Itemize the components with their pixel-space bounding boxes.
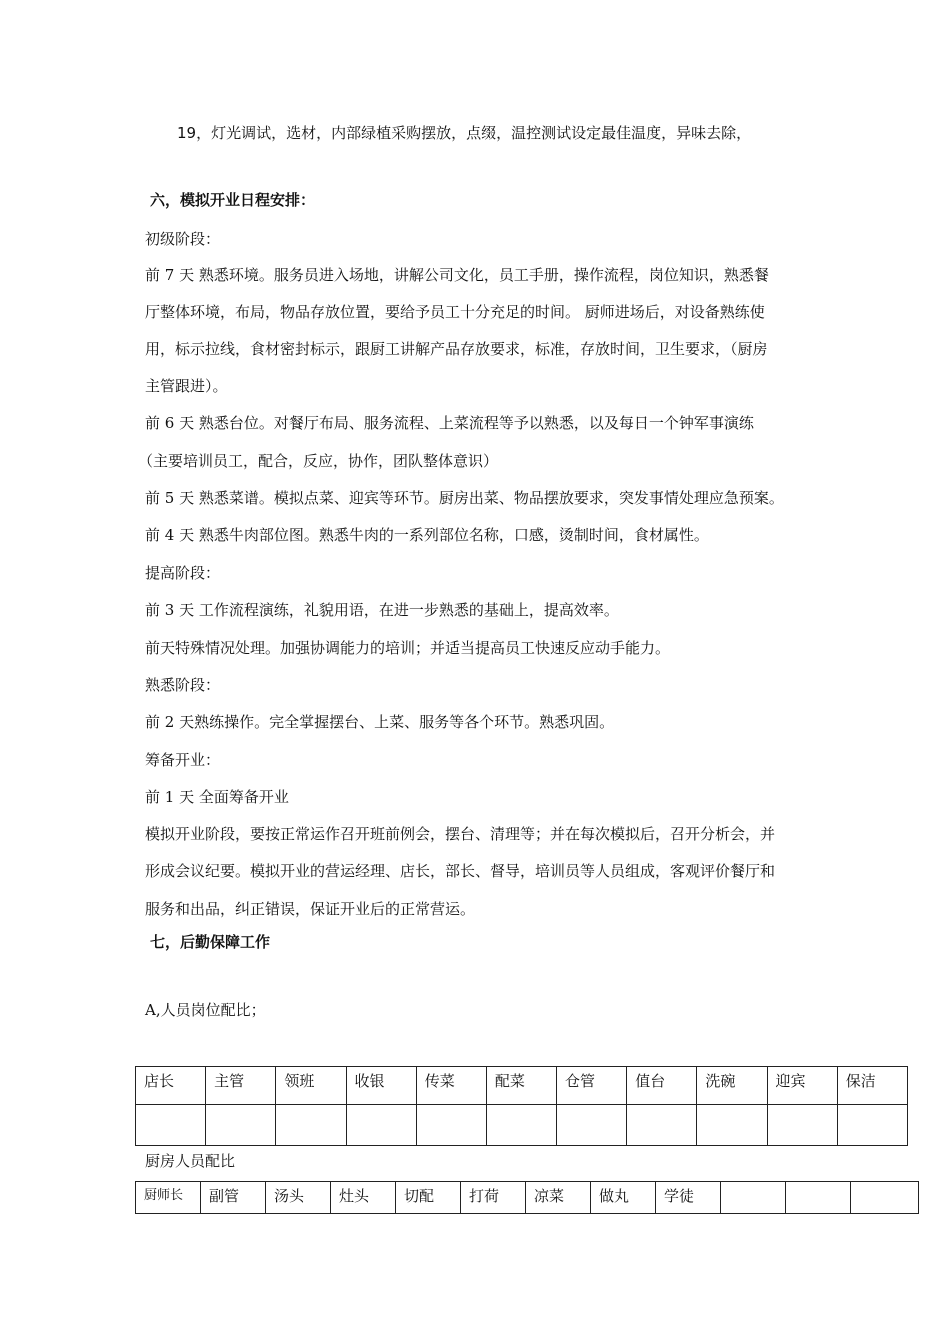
- table-header-cell: 仓管: [557, 1067, 627, 1105]
- summary-line-3: 服务和出品，纠正错误，保证开业后的正常营运。: [145, 900, 476, 918]
- phase-label-prepare: 筹备开业：: [145, 751, 221, 769]
- day4-line: 前 4 天 熟悉牛肉部位图。熟悉牛肉的一系列部位名称，口感，烫制时间，食材属性。: [145, 526, 709, 544]
- table-cell: [837, 1105, 907, 1146]
- table-header-cell: 打荷: [461, 1182, 526, 1214]
- table-header-cell: [721, 1182, 786, 1214]
- table-cell: [627, 1105, 697, 1146]
- table-cell: [416, 1105, 486, 1146]
- table-header-cell: 保洁: [837, 1067, 907, 1105]
- table-header-cell: 学徒: [656, 1182, 721, 1214]
- day1-line: 前 1 天 全面筹备开业: [145, 788, 289, 806]
- table-header-row: [136, 1067, 908, 1105]
- table-header-cell: 凉菜: [526, 1182, 591, 1214]
- staff-ratio-table: [135, 1066, 908, 1146]
- day7-line-1: 前 7 天 熟悉环境。服务员进入场地，讲解公司文化，员工手册，操作流程，岗位知识，熟悉餐: [145, 266, 769, 284]
- table-header-cell: 迎宾: [767, 1067, 837, 1105]
- table-cell: [767, 1105, 837, 1146]
- table-cell: [557, 1105, 627, 1146]
- table-cell: [697, 1105, 767, 1146]
- table-cell: [486, 1105, 556, 1146]
- day5-line: 前 5 天 熟悉菜谱。模拟点菜、迎宾等环节。厨房出菜、物品摆放要求，突发事情处理应急预案。: [145, 489, 784, 507]
- phase-label-improve: 提高阶段：: [145, 564, 221, 582]
- day7-line-2: 厅整体环境，布局，物品存放位置，要给予员工十分充足的时间。 厨师进场后，对设备熟练使: [145, 303, 765, 321]
- table-header-cell: 领班: [276, 1067, 346, 1105]
- table-header-cell: 汤头: [266, 1182, 331, 1214]
- table-header-cell: 配菜: [486, 1067, 556, 1105]
- table-header-cell: 做丸: [591, 1182, 656, 1214]
- table-cell: [346, 1105, 416, 1146]
- day7-line-3: 用，标示拉线，食材密封标示，跟厨工讲解产品存放要求，标准，存放时间，卫生要求，（厨房: [145, 340, 768, 358]
- phase-label-initial: 初级阶段：: [145, 230, 221, 248]
- kitchen-ratio-title: 厨房人员配比: [145, 1152, 236, 1170]
- paragraph-item-19: 19，灯光调试，选材，内部绿植采购摆放，点缀，温控测试设定最佳温度，异味去除，: [177, 124, 752, 142]
- table-header-cell: 店长: [136, 1067, 206, 1105]
- table-header-cell: 收银: [346, 1067, 416, 1105]
- day2-line: 前 2 天熟练操作。完全掌握摆台、上菜、服务等各个环节。熟悉巩固。: [145, 713, 615, 731]
- day3-line: 前 3 天 工作流程演练，礼貌用语，在进一步熟悉的基础上，提高效率。: [145, 601, 619, 619]
- phase-label-familiar: 熟悉阶段：: [145, 676, 221, 694]
- summary-line-2: 形成会议纪要。模拟开业的营运经理、店长，部长、督导，培训员等人员组成，客观评价餐厅和: [145, 862, 776, 880]
- table-header-row: [136, 1182, 919, 1214]
- table-header-cell: [786, 1182, 851, 1214]
- table-cell: [136, 1105, 206, 1146]
- section-title-7: 七，后勤保障工作: [150, 933, 271, 951]
- table-header-cell: 灶头: [331, 1182, 396, 1214]
- table-header-cell: 主管: [206, 1067, 276, 1105]
- table-header-cell: 值台: [627, 1067, 697, 1105]
- day6-line-1: 前 6 天 熟悉台位。对餐厅布局、服务流程、上菜流程等予以熟悉，以及每日一个钟军事演练: [145, 414, 754, 432]
- table-header-cell: 厨师长: [136, 1182, 201, 1214]
- table-header-cell: 副管: [201, 1182, 266, 1214]
- staff-ratio-title: A,人员岗位配比；: [145, 1001, 266, 1019]
- table-header-cell: 洗碗: [697, 1067, 767, 1105]
- table-row: [136, 1105, 908, 1146]
- day6-line-2: （主要培训员工，配合，反应，协作，团队整体意识）: [138, 452, 499, 470]
- table-header-cell: 切配: [396, 1182, 461, 1214]
- special-day-line: 前天特殊情况处理。加强协调能力的培训；并适当提高员工快速反应动手能力。: [145, 639, 671, 657]
- table-cell: [276, 1105, 346, 1146]
- table-header-cell: [851, 1182, 919, 1214]
- day7-line-4: 主管跟进）。: [145, 377, 228, 395]
- section-title-6: 六，模拟开业日程安排：: [150, 191, 316, 209]
- kitchen-ratio-table: [135, 1181, 919, 1214]
- table-header-cell: 传菜: [416, 1067, 486, 1105]
- table-cell: [206, 1105, 276, 1146]
- summary-line-1: 模拟开业阶段，要按正常运作召开班前例会，摆台、清理等；并在每次模拟后，召开分析会，并: [145, 825, 776, 843]
